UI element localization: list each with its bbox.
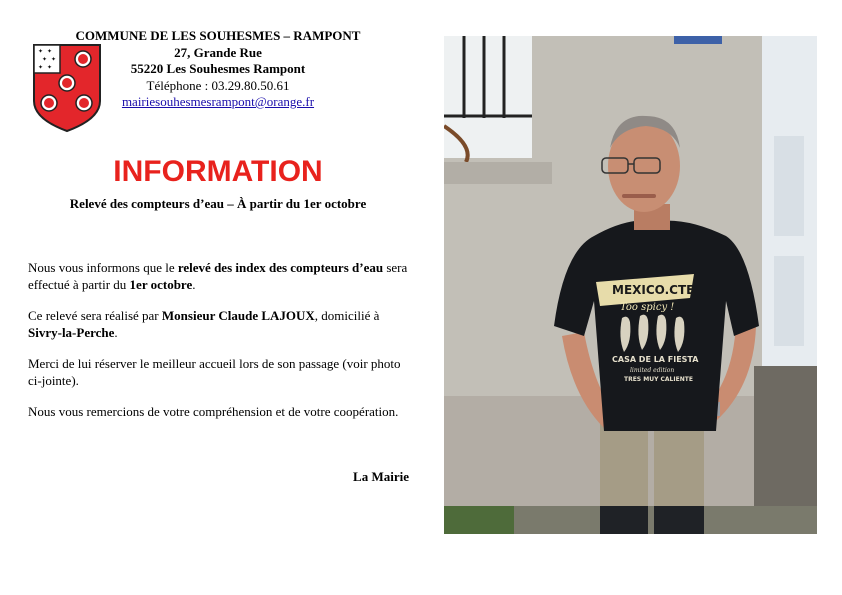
p1-end: . xyxy=(192,276,196,292)
p2-person: Monsieur Claude LAJOUX xyxy=(161,308,315,323)
svg-text:✦: ✦ xyxy=(47,64,53,71)
city-address: 55220 Les Souhesmes Rampont xyxy=(130,61,306,76)
person-photo xyxy=(444,36,817,534)
shirt-text-4: limited edition xyxy=(630,367,675,374)
svg-text:✦: ✦ xyxy=(38,48,44,55)
shirt-text-2: Too spicy ! xyxy=(620,302,675,313)
svg-text:✦: ✦ xyxy=(42,56,48,63)
p2-text: Ce relevé sera réalisé par xyxy=(28,308,162,323)
p1-bold: relevé des index des compteurs d’eau xyxy=(177,260,384,275)
paragraph-4: Nous vous remercions de votre compréhension et de votre coopération. xyxy=(28,404,399,419)
shirt-text-1: MEXICO.CTE xyxy=(612,283,695,297)
page-title: INFORMATION xyxy=(113,155,323,188)
shirt-text-5: TRES MUY CALIENTE xyxy=(624,376,693,383)
shirt-text-3: CASA DE LA FIESTA xyxy=(612,355,699,364)
svg-text:✦: ✦ xyxy=(51,56,57,63)
phone-number: Téléphone : 03.29.80.50.61 xyxy=(146,77,290,93)
email-link[interactable]: mairiesouhesmesrampont@orange.fr xyxy=(121,94,315,109)
signature: La Mairie xyxy=(353,469,409,484)
paragraph-2 xyxy=(28,308,416,341)
svg-text:✦: ✦ xyxy=(38,64,44,71)
p2-text-2: , domicilié à xyxy=(314,308,380,323)
paragraph-3: Merci de lui réserver le meilleur accueil lors de son passage (voir photo ci-jointe). xyxy=(28,356,401,388)
paragraph-1 xyxy=(28,260,416,293)
p1-date: 1er octobre xyxy=(129,276,193,292)
street-address: 27, Grande Rue xyxy=(174,44,262,60)
commune-name: COMMUNE DE LES SOUHESMES – RAMPONT xyxy=(75,28,361,43)
p2-end: . xyxy=(114,324,118,340)
notice-body xyxy=(28,260,416,436)
p1-text: Nous vous informons que le xyxy=(28,260,178,275)
letterhead xyxy=(48,28,388,111)
page-subtitle: Relevé des compteurs d’eau – À partir du 1er octobre xyxy=(69,196,367,211)
p1-text-2: sera effectué à partir du xyxy=(28,260,408,292)
p2-town: Sivry-la-Perche xyxy=(28,324,115,340)
svg-text:✦: ✦ xyxy=(47,48,53,55)
